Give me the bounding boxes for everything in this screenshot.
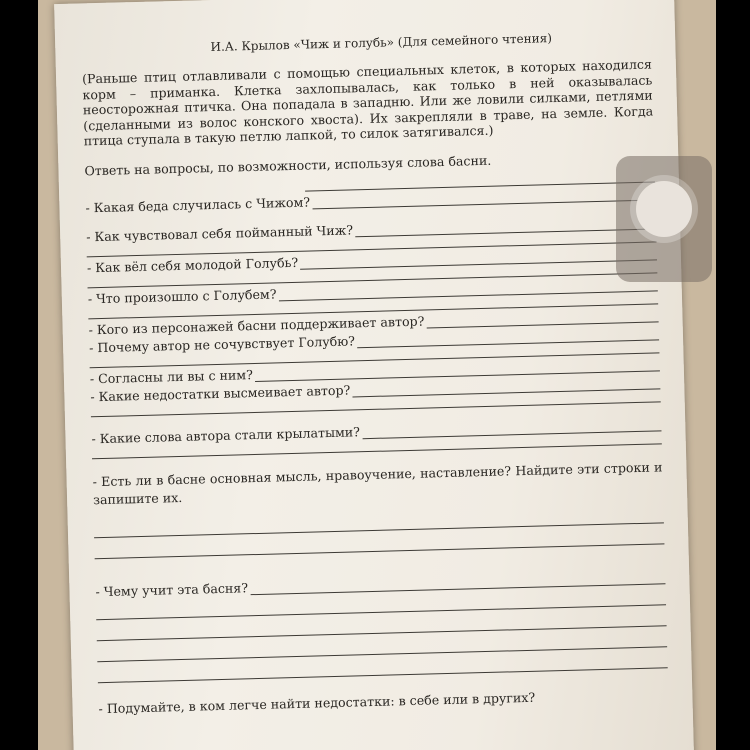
floating-assistive-button[interactable] bbox=[616, 156, 712, 282]
question-label: - Какая беда случилась с Чижом? bbox=[85, 194, 311, 216]
question-label: - Согласны ли вы с ним? bbox=[89, 367, 254, 387]
intro-paragraph: (Раньше птиц отлавливали с помощью специальных клеток, в которых находился корм – приманка. Клетка захлопывалась, как только в ней оказывалась неосторожная птичка. Она попадала в западню. Или же ловили силками, петлями (сделанными из волос конского хвоста). Их закрепляли в траве, на земле. Когда птица ступала в такую петлю лапкой, то силок затягивался.) bbox=[81, 56, 654, 149]
question-label: - Какие недостатки высмеивает автор? bbox=[90, 382, 351, 405]
question-label: - Как чувствовал себя пойманный Чиж? bbox=[86, 222, 354, 245]
assistive-touch-icon[interactable] bbox=[636, 181, 692, 237]
final-question: - Подумайте, в ком легче найти недостатки: в себе или в других? bbox=[98, 689, 536, 717]
question-label: - Чему учит эта басня? bbox=[95, 580, 249, 600]
worksheet-content bbox=[81, 28, 668, 716]
instruction-text: Ответь на вопросы, по возможности, используя слова басни. bbox=[84, 152, 492, 179]
question-label: - Какие слова автора стали крылатыми? bbox=[91, 424, 361, 447]
worksheet-page bbox=[54, 0, 694, 750]
photo-frame bbox=[38, 0, 716, 750]
essay-question: - Есть ли в басне основная мысль, нравоучение, наставление? Найдите эти строки и запишите их. bbox=[92, 459, 663, 508]
question-label: - Как вёл себя молодой Голубь? bbox=[86, 254, 299, 276]
question-label: - Что произошло с Голубем? bbox=[87, 286, 277, 307]
question-label: - Почему автор не сочувствует Голубю? bbox=[88, 333, 356, 356]
worksheet-title: И.А. Крылов «Чиж и голубь» (Для семейного чтения) bbox=[210, 31, 553, 55]
question-label: - Кого из персонажей басни поддерживает автор? bbox=[88, 313, 425, 338]
